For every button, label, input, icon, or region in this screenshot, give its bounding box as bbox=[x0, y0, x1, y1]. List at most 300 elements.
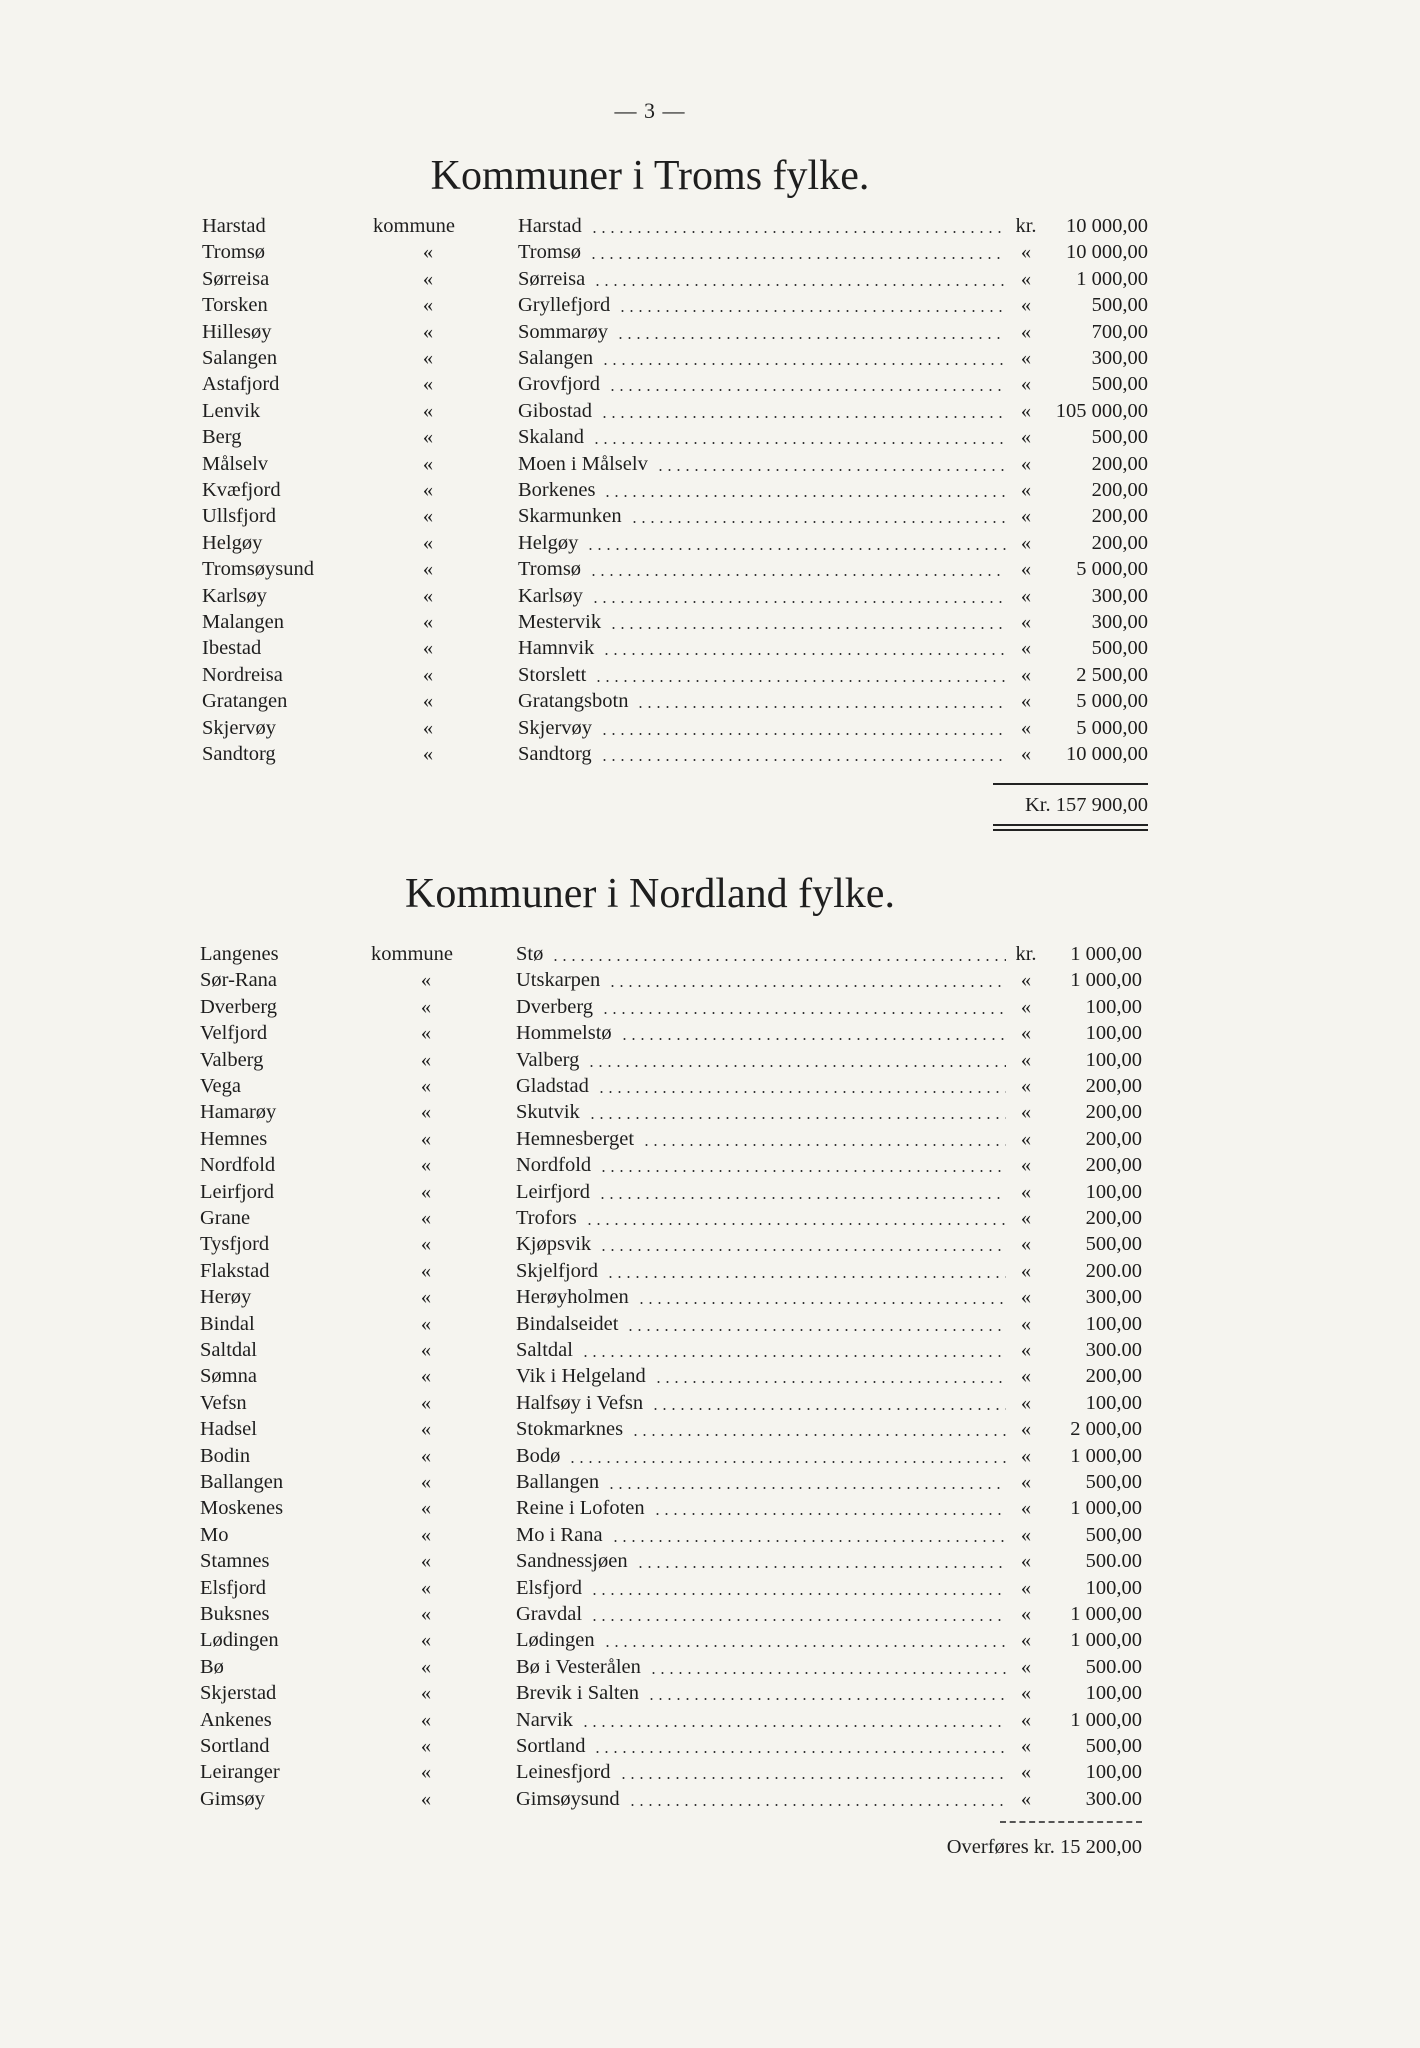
troms-section-title: Kommuner i Troms fylke. bbox=[430, 153, 870, 199]
ditto-mark: « bbox=[420, 1101, 432, 1124]
place-name: Sortland bbox=[516, 1735, 586, 1757]
municipality-name: Lødingen bbox=[200, 1629, 279, 1652]
municipality-name: Sømna bbox=[200, 1365, 257, 1388]
place-name: Sandnessjøen bbox=[516, 1550, 628, 1573]
dot-leader bbox=[651, 1408, 1006, 1410]
currency-mark: « bbox=[1020, 1022, 1032, 1045]
table-row bbox=[0, 1284, 1420, 1310]
table-row bbox=[0, 239, 1420, 265]
currency-mark: « bbox=[1020, 1787, 1032, 1810]
place-name: Halfsøy i Vefsn bbox=[516, 1391, 644, 1414]
table-row bbox=[0, 941, 1420, 967]
currency-mark: « bbox=[1020, 611, 1032, 633]
ditto-mark: « bbox=[420, 1154, 432, 1177]
dot-leader bbox=[589, 257, 1006, 259]
table-row bbox=[0, 398, 1420, 424]
ditto-mark: « bbox=[420, 1708, 432, 1731]
currency-mark: « bbox=[1020, 347, 1032, 369]
dot-leader bbox=[551, 959, 1006, 961]
ditto-mark: « bbox=[422, 320, 434, 343]
amount: 200,00 bbox=[1085, 1154, 1142, 1177]
amount: 200,00 bbox=[1085, 1207, 1142, 1229]
ditto-mark: « bbox=[420, 1207, 432, 1229]
place-name: Herøyholmen bbox=[516, 1286, 629, 1309]
table-row bbox=[0, 1495, 1420, 1521]
municipality-name: Sortland bbox=[200, 1735, 270, 1757]
ditto-mark: « bbox=[422, 452, 434, 475]
table-row bbox=[0, 371, 1420, 397]
municipality-name: Vega bbox=[200, 1075, 241, 1097]
ditto-mark: « bbox=[422, 505, 434, 528]
table-row bbox=[0, 1337, 1420, 1363]
place-name: Gladstad bbox=[516, 1075, 589, 1097]
ditto-mark: « bbox=[422, 531, 434, 554]
dot-leader bbox=[597, 1091, 1006, 1093]
place-name: Skjervøy bbox=[518, 716, 593, 739]
dot-leader bbox=[600, 733, 1006, 735]
dot-leader bbox=[601, 1012, 1006, 1014]
ditto-mark: « bbox=[420, 1655, 432, 1678]
ditto-mark: « bbox=[420, 1339, 432, 1361]
dot-leader bbox=[616, 337, 1006, 339]
dot-leader bbox=[647, 1698, 1006, 1700]
place-name: Leinesfjord bbox=[516, 1761, 611, 1784]
currency-mark: « bbox=[1020, 426, 1032, 449]
dot-leader bbox=[631, 1434, 1006, 1436]
table-row bbox=[0, 1152, 1420, 1178]
amount: 10 000,00 bbox=[1066, 743, 1148, 765]
amount: 500,00 bbox=[1085, 1471, 1142, 1493]
municipality-name: Gratangen bbox=[202, 690, 288, 713]
ditto-mark: « bbox=[422, 743, 434, 765]
table-row bbox=[0, 556, 1420, 582]
table-row bbox=[0, 635, 1420, 661]
place-name: Moen i Målselv bbox=[518, 452, 648, 475]
currency-mark: « bbox=[1020, 1761, 1032, 1784]
municipality-name: Torsken bbox=[202, 294, 268, 317]
table-row bbox=[0, 1786, 1420, 1812]
municipality-name: Berg bbox=[202, 426, 242, 449]
currency-mark: « bbox=[1020, 320, 1032, 343]
dot-leader bbox=[591, 601, 1006, 603]
table-row bbox=[0, 1575, 1420, 1601]
dot-leader bbox=[653, 1513, 1006, 1515]
ditto-mark: « bbox=[420, 1603, 432, 1625]
currency-mark: « bbox=[1020, 1154, 1032, 1177]
amount: 10 000,00 bbox=[1066, 241, 1148, 264]
dot-leader bbox=[586, 548, 1006, 550]
place-name: Leirfjord bbox=[516, 1180, 590, 1203]
amount: 200,00 bbox=[1091, 452, 1148, 475]
currency-mark: « bbox=[1020, 1603, 1032, 1625]
currency-mark: « bbox=[1020, 1365, 1032, 1388]
table-row bbox=[0, 451, 1420, 477]
municipality-name: Leirfjord bbox=[200, 1180, 274, 1203]
table-row bbox=[0, 292, 1420, 318]
currency-mark: « bbox=[1020, 558, 1032, 581]
place-name: Stø bbox=[516, 943, 544, 965]
ditto-mark: « bbox=[422, 373, 434, 396]
ditto-mark: « bbox=[422, 241, 434, 264]
ditto-mark: « bbox=[422, 479, 434, 501]
ditto-mark: « bbox=[420, 1365, 432, 1388]
amount: 100,00 bbox=[1085, 1022, 1142, 1045]
ditto-mark: « bbox=[420, 1259, 432, 1282]
dot-leader bbox=[594, 680, 1006, 682]
place-name: Gravdal bbox=[516, 1603, 583, 1625]
dot-leader bbox=[656, 469, 1006, 471]
municipality-name: Hemnes bbox=[200, 1127, 268, 1150]
amount: 100,00 bbox=[1085, 1761, 1142, 1784]
amount: 500.00 bbox=[1085, 1550, 1142, 1573]
municipality-name: Mo bbox=[200, 1523, 229, 1546]
municipality-name: Karlsøy bbox=[202, 584, 267, 607]
place-name: Skarmunken bbox=[518, 505, 622, 528]
amount: 200,00 bbox=[1085, 1101, 1142, 1124]
currency-mark: « bbox=[1020, 1708, 1032, 1731]
currency-mark: « bbox=[1020, 637, 1032, 660]
amount: 200.00 bbox=[1085, 1259, 1142, 1282]
table-row bbox=[0, 1363, 1420, 1389]
table-row bbox=[0, 1126, 1420, 1152]
table-row bbox=[0, 1416, 1420, 1442]
amount: 300,00 bbox=[1091, 347, 1148, 369]
place-name: Skaland bbox=[518, 426, 585, 449]
dot-leader bbox=[619, 1777, 1006, 1779]
place-name: Harstad bbox=[518, 215, 582, 237]
table-row bbox=[0, 1205, 1420, 1231]
place-name: Elsfjord bbox=[516, 1576, 583, 1599]
dot-leader bbox=[636, 706, 1006, 708]
amount: 10 000,00 bbox=[1066, 215, 1148, 237]
amount: 1 000,00 bbox=[1070, 969, 1142, 992]
municipality-name: Moskenes bbox=[200, 1497, 284, 1520]
table-row bbox=[0, 662, 1420, 688]
table-row bbox=[0, 1231, 1420, 1257]
dot-leader bbox=[618, 310, 1006, 312]
amount: 200,00 bbox=[1085, 1075, 1142, 1097]
amount: 300.00 bbox=[1085, 1787, 1142, 1810]
dot-leader bbox=[637, 1302, 1006, 1304]
place-name: Stokmarknes bbox=[516, 1418, 624, 1441]
municipality-name: Stamnes bbox=[200, 1550, 270, 1573]
table-row bbox=[0, 967, 1420, 993]
dot-leader bbox=[630, 521, 1006, 523]
place-name: Borkenes bbox=[518, 479, 596, 501]
ditto-mark: « bbox=[420, 1312, 432, 1335]
currency-mark: « bbox=[1020, 452, 1032, 475]
dot-leader bbox=[588, 1117, 1006, 1119]
currency-mark: « bbox=[1020, 584, 1032, 607]
amount: 100,00 bbox=[1085, 1391, 1142, 1414]
place-name: Skutvik bbox=[516, 1101, 580, 1124]
dot-leader bbox=[611, 1540, 1006, 1542]
place-name: Narvik bbox=[516, 1708, 573, 1731]
municipality-name: Skjervøy bbox=[202, 716, 277, 739]
municipality-name: Sandtorg bbox=[202, 743, 276, 765]
currency-mark: « bbox=[1020, 1048, 1032, 1071]
table-row bbox=[0, 1258, 1420, 1284]
table-row bbox=[0, 583, 1420, 609]
amount: 700,00 bbox=[1091, 320, 1148, 343]
ditto-mark: « bbox=[422, 637, 434, 660]
currency-mark: « bbox=[1020, 1576, 1032, 1599]
place-name: Hommelstø bbox=[516, 1022, 612, 1045]
amount: 500,00 bbox=[1091, 426, 1148, 449]
ditto-mark: « bbox=[420, 1761, 432, 1784]
table-row bbox=[0, 1680, 1420, 1706]
place-name: Mestervik bbox=[518, 611, 602, 633]
table-row bbox=[0, 1522, 1420, 1548]
dot-leader bbox=[592, 442, 1006, 444]
dot-leader bbox=[603, 495, 1006, 497]
ditto-mark: « bbox=[420, 1550, 432, 1573]
place-name: Gratangsbotn bbox=[518, 690, 629, 713]
table-row bbox=[0, 1179, 1420, 1205]
ditto-mark: « bbox=[422, 611, 434, 633]
amount: 1 000,00 bbox=[1070, 1708, 1142, 1731]
dot-leader bbox=[636, 1566, 1006, 1568]
table-row bbox=[0, 1443, 1420, 1469]
amount: 100,00 bbox=[1085, 1180, 1142, 1203]
amount: 100,00 bbox=[1085, 995, 1142, 1018]
table-row bbox=[0, 741, 1420, 767]
place-name: Bodø bbox=[516, 1444, 561, 1467]
ditto-mark: « bbox=[420, 1576, 432, 1599]
currency-mark: « bbox=[1020, 743, 1032, 765]
dot-leader bbox=[585, 1223, 1006, 1225]
ditto-mark: « bbox=[420, 1418, 432, 1441]
table-row bbox=[0, 477, 1420, 503]
municipality-name: Bø bbox=[200, 1655, 224, 1678]
municipality-name: Lenvik bbox=[202, 399, 261, 422]
ditto-mark: « bbox=[420, 995, 432, 1018]
amount: 100,00 bbox=[1085, 1682, 1142, 1705]
currency-mark: « bbox=[1020, 1127, 1032, 1150]
currency-mark: kr. bbox=[1015, 943, 1037, 965]
municipality-name: Tysfjord bbox=[200, 1233, 270, 1256]
amount: 200,00 bbox=[1091, 505, 1148, 528]
municipality-name: Astafjord bbox=[202, 373, 280, 396]
ditto-mark: « bbox=[420, 1022, 432, 1045]
currency-mark: « bbox=[1020, 373, 1032, 396]
ditto-mark: « bbox=[420, 1523, 432, 1546]
currency-mark: « bbox=[1020, 1391, 1032, 1414]
currency-mark: « bbox=[1020, 1444, 1032, 1467]
amount: 2 500,00 bbox=[1076, 663, 1148, 686]
nordland-sum-rule bbox=[1000, 1821, 1142, 1823]
table-row bbox=[0, 1047, 1420, 1073]
ditto-mark: « bbox=[420, 1629, 432, 1652]
ditto-mark: « bbox=[422, 690, 434, 713]
amount: 1 000,00 bbox=[1070, 1629, 1142, 1652]
amount: 200,00 bbox=[1091, 531, 1148, 554]
currency-mark: « bbox=[1020, 1259, 1032, 1282]
dot-leader bbox=[593, 1751, 1006, 1753]
currency-mark: « bbox=[1020, 1418, 1032, 1441]
troms-double-rule-bottom bbox=[993, 829, 1148, 831]
currency-mark: « bbox=[1020, 1207, 1032, 1229]
ditto-mark: « bbox=[420, 1048, 432, 1071]
amount: 5 000,00 bbox=[1076, 558, 1148, 581]
place-name: Vik i Helgeland bbox=[516, 1365, 646, 1388]
place-name: Sørreisa bbox=[518, 267, 586, 290]
currency-mark: « bbox=[1020, 1101, 1032, 1124]
table-row bbox=[0, 424, 1420, 450]
dot-leader bbox=[603, 1645, 1006, 1647]
currency-mark: « bbox=[1020, 1523, 1032, 1546]
ditto-mark: « bbox=[420, 1127, 432, 1150]
dot-leader bbox=[608, 389, 1006, 391]
place-name: Lødingen bbox=[516, 1629, 595, 1652]
currency-mark: « bbox=[1020, 995, 1032, 1018]
ditto-mark: « bbox=[420, 1787, 432, 1810]
place-name: Bindalseidet bbox=[516, 1312, 619, 1335]
amount: 100,00 bbox=[1085, 1048, 1142, 1071]
place-name: Helgøy bbox=[518, 531, 579, 554]
ditto-mark: « bbox=[422, 347, 434, 369]
place-name: Salangen bbox=[518, 347, 594, 369]
amount: 500,00 bbox=[1091, 294, 1148, 317]
place-name: Nordfold bbox=[516, 1154, 592, 1177]
table-row bbox=[0, 1601, 1420, 1627]
ditto-mark: « bbox=[422, 294, 434, 317]
amount: 2 000,00 bbox=[1070, 1418, 1142, 1441]
ditto-mark: « bbox=[422, 399, 434, 422]
table-row bbox=[0, 1469, 1420, 1495]
amount: 300,00 bbox=[1085, 1286, 1142, 1309]
table-row bbox=[0, 266, 1420, 292]
place-name: Sommarøy bbox=[518, 320, 608, 343]
municipality-name: Vefsn bbox=[200, 1391, 247, 1414]
place-name: Tromsø bbox=[518, 558, 582, 581]
municipality-name: Buksnes bbox=[200, 1603, 270, 1625]
currency-mark: « bbox=[1020, 531, 1032, 554]
place-name: Karlsøy bbox=[518, 584, 583, 607]
ditto-mark: « bbox=[422, 663, 434, 686]
amount: 500,00 bbox=[1091, 373, 1148, 396]
dot-leader bbox=[628, 1804, 1006, 1806]
municipality-name: Hamarøy bbox=[200, 1101, 277, 1124]
currency-mark: « bbox=[1020, 1471, 1032, 1493]
municipality-name: Velfjord bbox=[200, 1022, 268, 1045]
amount: 500.00 bbox=[1085, 1655, 1142, 1678]
dot-leader bbox=[649, 1672, 1006, 1674]
carry-over-total: Overføres kr. 15 200,00 bbox=[946, 1836, 1142, 1858]
ditto-mark: « bbox=[420, 969, 432, 992]
municipality-name: Ullsfjord bbox=[202, 505, 277, 528]
place-name: Grovfjord bbox=[518, 373, 600, 396]
municipality-name: Dverberg bbox=[200, 995, 278, 1018]
ditto-mark: « bbox=[420, 1391, 432, 1414]
municipality-name: Leiranger bbox=[200, 1761, 280, 1784]
amount: 200,00 bbox=[1091, 479, 1148, 501]
dot-leader bbox=[626, 1329, 1006, 1331]
amount: 100,00 bbox=[1085, 1576, 1142, 1599]
amount: 200,00 bbox=[1085, 1127, 1142, 1150]
municipality-name: Elsfjord bbox=[200, 1576, 267, 1599]
amount: 500,00 bbox=[1085, 1735, 1142, 1757]
amount: 500,00 bbox=[1085, 1233, 1142, 1256]
currency-mark: « bbox=[1020, 1339, 1032, 1361]
nordland-section-title: Kommuner i Nordland fylke. bbox=[405, 871, 895, 917]
municipality-name: Målselv bbox=[202, 452, 269, 475]
table-row bbox=[0, 1548, 1420, 1574]
ditto-mark: « bbox=[420, 1075, 432, 1097]
page-number: — 3 — bbox=[614, 98, 686, 123]
dot-leader bbox=[620, 1038, 1006, 1040]
dot-leader bbox=[581, 1355, 1006, 1357]
table-row bbox=[0, 503, 1420, 529]
currency-mark: « bbox=[1020, 1629, 1032, 1652]
table-row bbox=[0, 1654, 1420, 1680]
table-row bbox=[0, 345, 1420, 371]
ditto-mark: « bbox=[420, 1471, 432, 1493]
table-row bbox=[0, 319, 1420, 345]
dot-leader bbox=[590, 231, 1006, 233]
ditto-mark: « bbox=[420, 1682, 432, 1705]
amount: 105 000,00 bbox=[1055, 399, 1148, 422]
municipality-name: Malangen bbox=[202, 611, 284, 633]
place-name: Bø i Vesterålen bbox=[516, 1655, 641, 1678]
ditto-mark: « bbox=[420, 1497, 432, 1520]
currency-mark: « bbox=[1020, 690, 1032, 713]
place-name: Utskarpen bbox=[516, 969, 601, 992]
amount: 5 000,00 bbox=[1076, 716, 1148, 739]
place-name: Brevik i Salten bbox=[516, 1682, 639, 1705]
municipality-name: Bodin bbox=[200, 1444, 251, 1467]
table-row bbox=[0, 1073, 1420, 1099]
dot-leader bbox=[606, 1276, 1006, 1278]
place-name: Reine i Lofoten bbox=[516, 1497, 645, 1520]
ditto-mark: « bbox=[420, 1180, 432, 1203]
table-row bbox=[0, 530, 1420, 556]
municipality-name: Ankenes bbox=[200, 1708, 272, 1731]
place-name: Hamnvik bbox=[518, 637, 595, 660]
currency-mark: « bbox=[1020, 1233, 1032, 1256]
municipality-name: Sør-Rana bbox=[200, 969, 278, 992]
table-row bbox=[0, 1733, 1420, 1759]
municipality-name: Salangen bbox=[202, 347, 278, 369]
place-name: Saltdal bbox=[516, 1339, 573, 1361]
amount: 1 000,00 bbox=[1076, 267, 1148, 290]
ditto-mark: « bbox=[422, 716, 434, 739]
dot-leader bbox=[608, 985, 1006, 987]
troms-total: Kr. 157 900,00 bbox=[1025, 794, 1148, 816]
ditto-mark: « bbox=[422, 426, 434, 449]
currency-mark: « bbox=[1020, 1286, 1032, 1309]
amount: 5 000,00 bbox=[1076, 690, 1148, 713]
place-name: Trofors bbox=[516, 1207, 577, 1229]
place-name: Sandtorg bbox=[518, 743, 592, 765]
municipality-name: Gimsøy bbox=[200, 1787, 265, 1810]
place-name: Gryllefjord bbox=[518, 294, 611, 317]
table-row bbox=[0, 213, 1420, 239]
table-row bbox=[0, 1020, 1420, 1046]
table-row bbox=[0, 994, 1420, 1020]
amount: 100,00 bbox=[1085, 1312, 1142, 1335]
municipality-name: Tromsø bbox=[202, 241, 266, 264]
dot-leader bbox=[599, 1170, 1006, 1172]
currency-mark: kr. bbox=[1015, 215, 1037, 237]
troms-double-rule-top bbox=[993, 824, 1148, 826]
currency-mark: « bbox=[1020, 399, 1032, 422]
currency-mark: « bbox=[1020, 1682, 1032, 1705]
table-row bbox=[0, 1707, 1420, 1733]
municipality-name: Valberg bbox=[200, 1048, 264, 1071]
municipality-name: Skjerstad bbox=[200, 1682, 277, 1705]
place-name: Gibostad bbox=[518, 399, 593, 422]
